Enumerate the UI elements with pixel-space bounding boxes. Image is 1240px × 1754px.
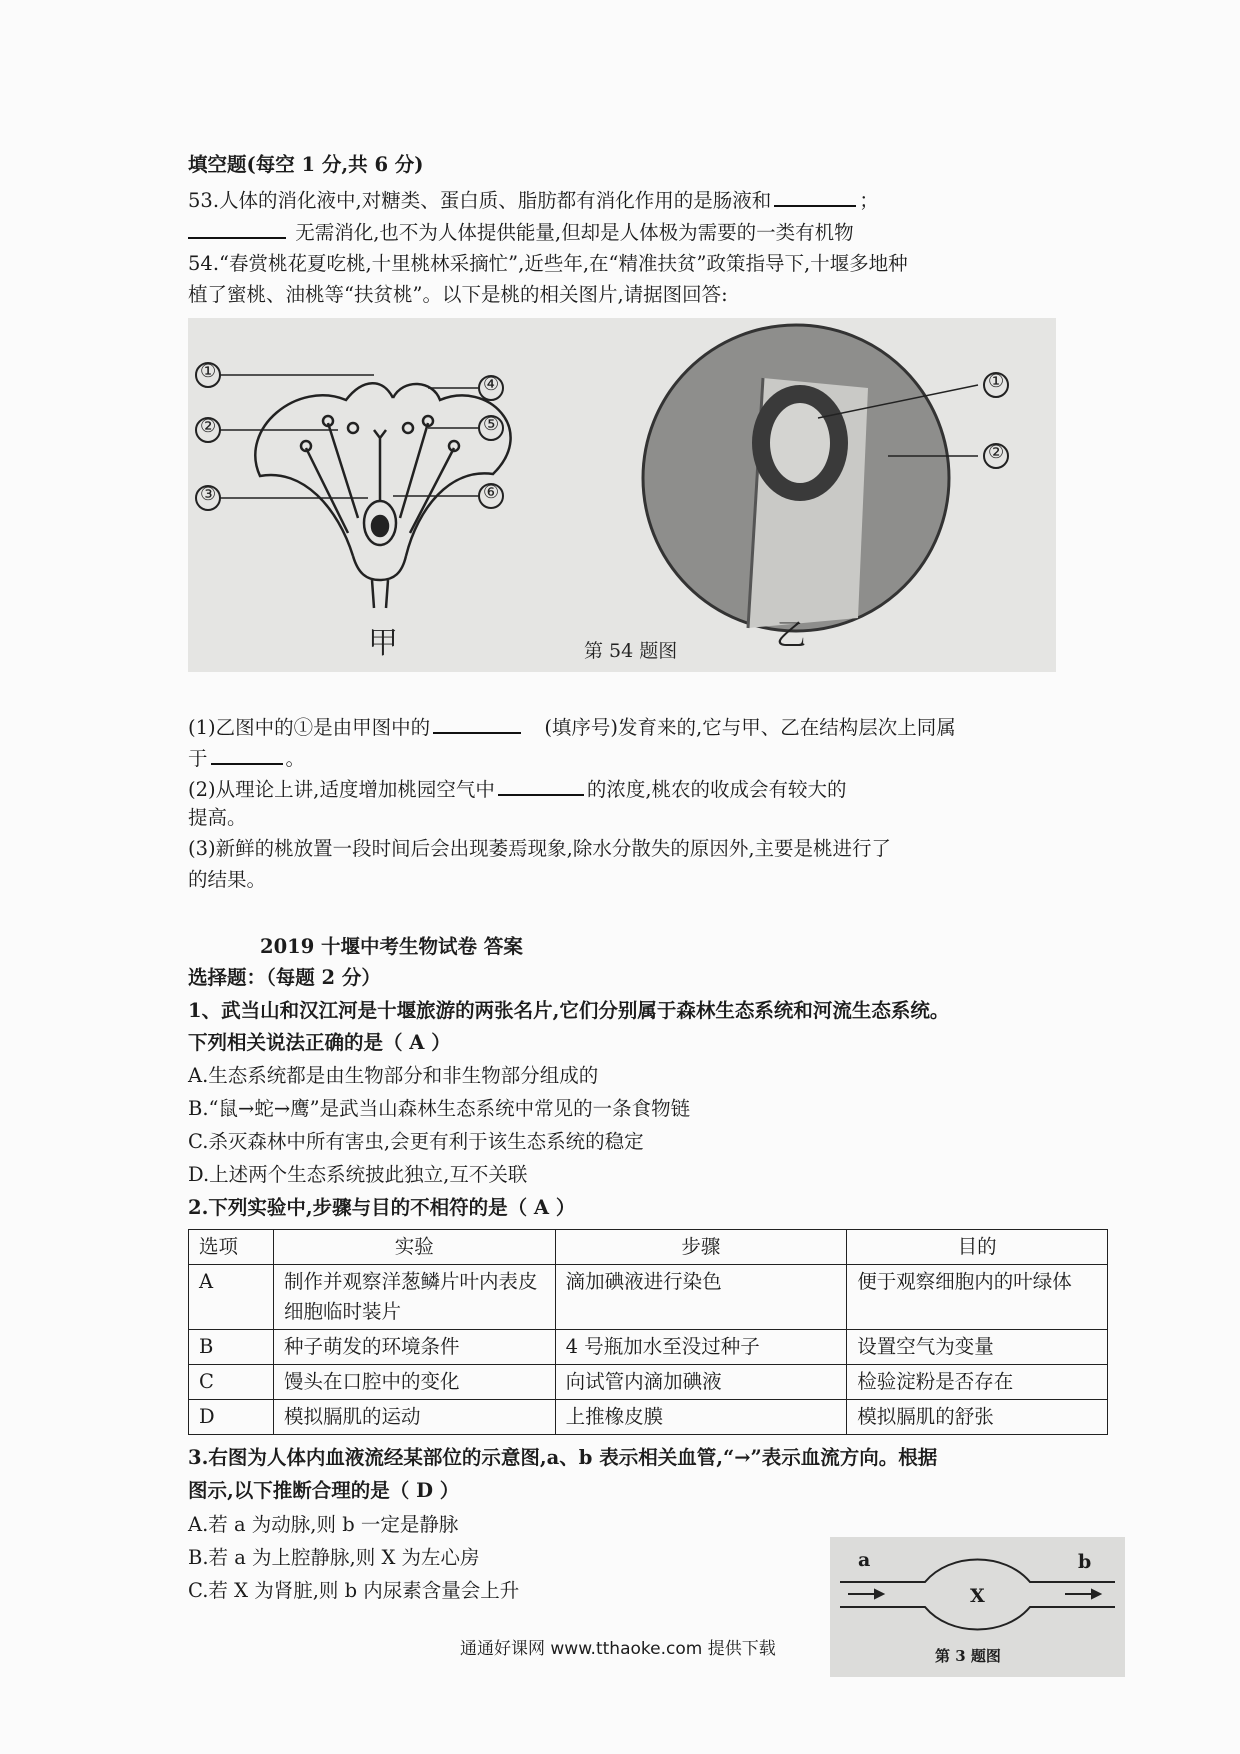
vessel-a-label: a [858, 1549, 871, 1571]
q54-line2: 植了蜜桃、油桃等“扶贫桃”。以下是桃的相关图片,请据图回答: [188, 283, 728, 306]
q54-3-line2: 的结果。 [188, 868, 267, 891]
label-yi: 乙 [776, 618, 806, 653]
answer-blank[interactable] [498, 772, 584, 796]
figure-3 [830, 1537, 1125, 1677]
table-row [189, 1265, 1108, 1330]
q53-line1 [188, 183, 879, 216]
organ-x-label: X [970, 1585, 985, 1607]
q54-1-text-a: (1)乙图中的①是由甲图中的 [188, 716, 431, 739]
label-jia: 甲 [368, 626, 398, 661]
label-1-left: ① [200, 361, 217, 382]
answer-blank[interactable] [188, 215, 286, 239]
table-cell: 制作并观察洋葱鳞片叶内表皮细胞临时装片 [273, 1265, 555, 1330]
q1-option-a: A.生态系统都是由生物部分和非生物部分组成的 [188, 1064, 599, 1087]
table-cell: A [189, 1265, 274, 1330]
q2-question: 2.下列实验中,步骤与目的不相符的是（ A ） [188, 1196, 576, 1219]
q53-text1-end: ； [859, 189, 879, 212]
q54-1-text-c: 于 [188, 747, 208, 770]
q54-2-line1 [188, 772, 847, 805]
table-cell: 模拟膈肌的运动 [273, 1400, 555, 1435]
q1-line1: 1、武当山和汉江河是十堰旅游的两张名片,它们分别属于森林生态系统和河流生态系统。 [188, 999, 950, 1022]
experiment-table [188, 1229, 1108, 1435]
answer-blank[interactable] [211, 741, 283, 765]
table-cell: 4 号瓶加水至没过种子 [555, 1330, 847, 1365]
table-cell: 上推橡皮膜 [555, 1400, 847, 1435]
q1-option-d: D.上述两个生态系统披此独立,互不关联 [188, 1163, 528, 1186]
vessel-b-label: b [1078, 1551, 1092, 1573]
q53-line2 [188, 215, 854, 248]
label-3-left: ③ [200, 484, 217, 505]
q54-1-line2 [188, 741, 305, 774]
q54-2-line2: 提高。 [188, 806, 247, 829]
label-5: ⑤ [483, 414, 500, 435]
q54-1-line1 [188, 710, 956, 743]
table-cell: 滴加碘液进行染色 [555, 1265, 847, 1330]
figure-54 [188, 318, 1056, 672]
table-header: 实验 [273, 1230, 555, 1265]
table-cell: D [189, 1400, 274, 1435]
figure-54-drawing [188, 318, 1056, 672]
q53-text1: 53.人体的消化液中,对糖类、蛋白质、脂肪都有消化作用的是肠液和 [188, 189, 772, 212]
q54-2-text-a: (2)从理论上讲,适度增加桃园空气中 [188, 778, 495, 801]
label-4: ④ [483, 374, 500, 395]
label-2-right: ② [988, 442, 1005, 463]
q3-option-b: B.若 a 为上腔静脉,则 X 为左心房 [188, 1546, 480, 1569]
table-cell: C [189, 1365, 274, 1400]
table-row [189, 1330, 1108, 1365]
table-cell: 检验淀粉是否存在 [847, 1365, 1108, 1400]
table-cell: 便于观察细胞内的叶绿体 [847, 1265, 1108, 1330]
table-cell: 向试管内滴加碘液 [555, 1365, 847, 1400]
q54-line1: 54.“春赏桃花夏吃桃,十里桃林采摘忙”,近些年,在“精准扶贫”政策指导下,十堰多地种 [188, 252, 908, 275]
table-cell: 馒头在口腔中的变化 [273, 1365, 555, 1400]
table-header-row [189, 1230, 1108, 1265]
q54-3-line1: (3)新鲜的桃放置一段时间后会出现萎焉现象,除水分散失的原因外,主要是桃进行了 [188, 837, 892, 860]
table-cell: 种子萌发的环境条件 [273, 1330, 555, 1365]
figure-54-caption: 第 54 题图 [584, 640, 678, 662]
q54-1-text-d: 。 [285, 747, 306, 770]
q3-line1: 3.右图为人体内血液流经某部位的示意图,a、b 表示相关血管,“→”表示血流方向。根据 [188, 1446, 938, 1469]
q1-line2: 下列相关说法正确的是（ A ） [188, 1031, 451, 1054]
figure-3-caption: 第 3 题图 [935, 1647, 1001, 1665]
table-cell: B [189, 1330, 274, 1365]
footer-source: 通通好课网 www.tthaoke.com 提供下载 [460, 1639, 776, 1659]
q3-option-c: C.若 X 为肾脏,则 b 内尿素含量会上升 [188, 1579, 520, 1602]
table-row [189, 1400, 1108, 1435]
table-header: 步骤 [555, 1230, 847, 1265]
q53-text2: 无需消化,也不为人体提供能量,但却是人体极为需要的一类有机物 [295, 221, 854, 244]
label-2-left: ② [200, 416, 217, 437]
table-cell: 模拟膈肌的舒张 [847, 1400, 1108, 1435]
label-1-right: ① [988, 371, 1005, 392]
table-row [189, 1365, 1108, 1400]
answer-blank[interactable] [774, 183, 856, 207]
q54-1-text-b: (填序号)发育来的,它与甲、乙在结构层次上同属 [544, 716, 956, 739]
q3-line2: 图示,以下推断合理的是（ D ） [188, 1479, 460, 1502]
q54-2-text-b: 的浓度,桃农的收成会有较大的 [586, 778, 847, 801]
peach-diagram [643, 325, 978, 631]
table-header: 选项 [189, 1230, 274, 1265]
choice-header: 选择题：（每题 2 分） [188, 966, 381, 989]
label-6: ⑥ [483, 482, 500, 503]
q3-option-a: A.若 a 为动脉,则 b 一定是静脉 [188, 1513, 459, 1536]
answer-title: 2019 十堰中考生物试卷 答案 [260, 935, 523, 958]
q1-option-c: C.杀灭森林中所有害虫,会更有利于该生态系统的稳定 [188, 1130, 644, 1153]
answer-blank[interactable] [433, 710, 521, 734]
q1-option-b: B.“鼠→蛇→鹰”是武当山森林生态系统中常见的一条食物链 [188, 1097, 691, 1120]
table-cell: 设置空气为变量 [847, 1330, 1108, 1365]
table-header: 目的 [847, 1230, 1108, 1265]
fill-section-header: 填空题(每空 1 分,共 6 分) [188, 153, 424, 176]
